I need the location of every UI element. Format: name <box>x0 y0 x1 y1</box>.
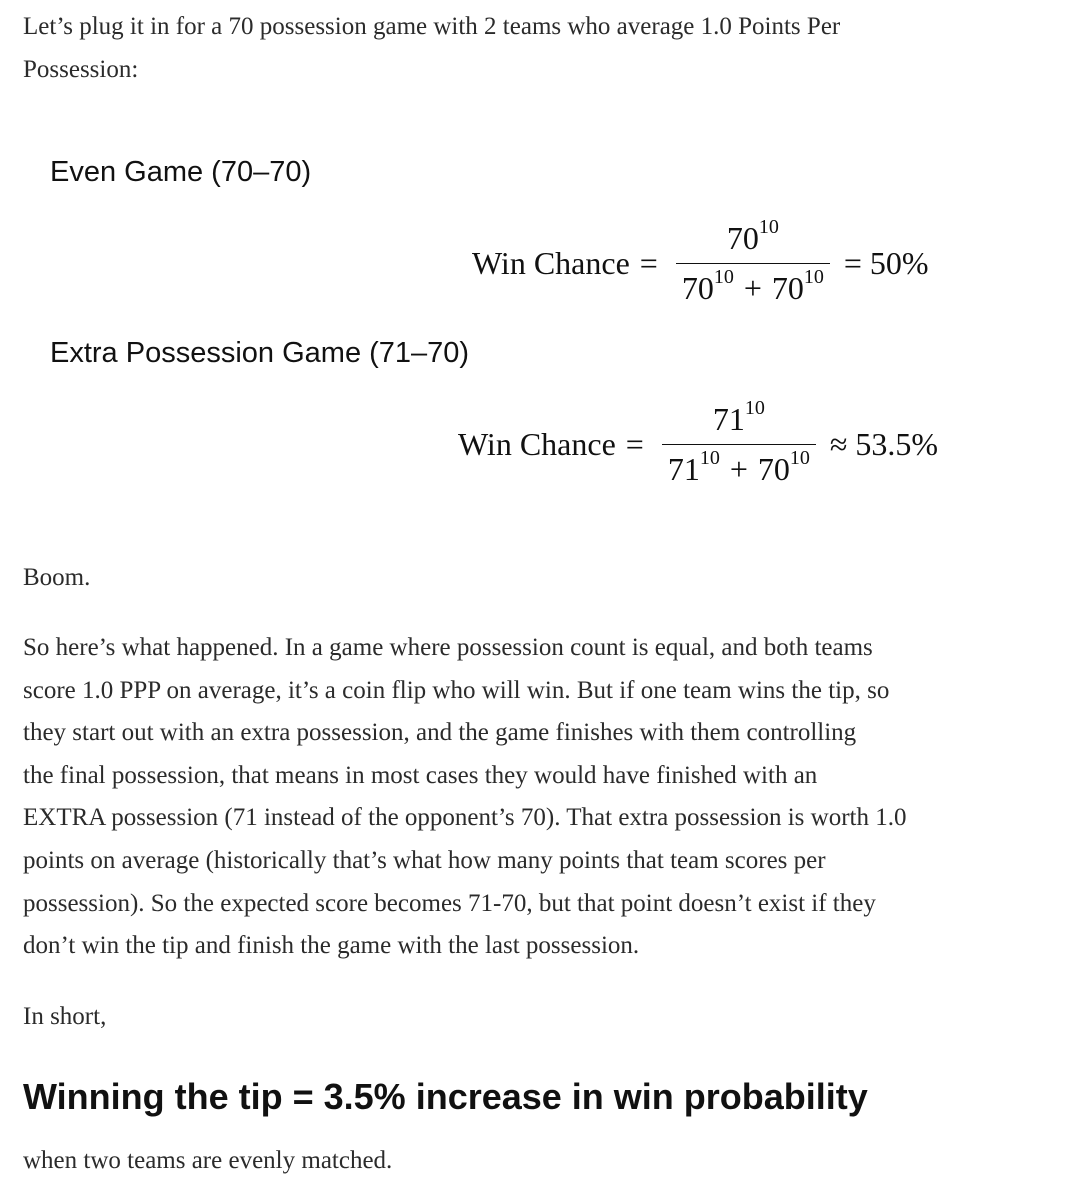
explanation-line: So here’s what happened. In a game where possession count is equal, and both teams <box>23 634 873 661</box>
conclusion-text: when two teams are evenly matched. <box>23 1147 393 1174</box>
explanation-line: don’t win the tip and finish the game with the last possession. <box>23 932 640 960</box>
boom-text: Boom. <box>23 564 91 591</box>
explanation-line: EXTRA possession (71 instead of the opponent’s 70). That extra possession is worth 1.0 <box>23 804 907 832</box>
intro-line-2: Possession: <box>23 55 139 83</box>
explanation-line: score 1.0 PPP on average, it’s a coin flip who will win. But if one team wins the tip, so <box>23 676 890 704</box>
intro-paragraph <box>23 6 1053 91</box>
extra-game-heading: Extra Possession Game (71–70) <box>50 337 470 369</box>
extra-game-equals: = <box>625 426 644 462</box>
even-game-result-relation: = <box>843 245 862 281</box>
even-game-equals: = <box>639 245 658 281</box>
even-game-result: 50% <box>869 245 929 281</box>
extra-game-result-relation: ≈ <box>829 426 848 462</box>
extra-game-fraction <box>662 397 816 488</box>
explanation-paragraph <box>23 627 1053 968</box>
extra-game-result: 53.5% <box>855 426 939 462</box>
conclusion-heading: Winning the tip = 3.5% increase in win probability <box>23 1076 868 1117</box>
even-game-lhs: Win Chance <box>472 245 630 281</box>
extra-game-numerator: $71^{10}$ <box>712 397 765 437</box>
explanation-line: points on average (historically that’s what how many points that team scores per <box>23 846 826 874</box>
explanation-line: the final possession, that means in most cases they would have finished with an <box>23 761 818 789</box>
even-game-numerator: $70^{10}$ <box>726 216 779 256</box>
even-game-equation <box>472 216 929 307</box>
in-short-text: In short, <box>23 1003 107 1030</box>
explanation-line: they start out with an extra possession, and the game finishes with them controlling <box>23 719 857 747</box>
extra-game-equation <box>458 397 939 488</box>
extra-game-lhs: Win Chance <box>458 426 616 462</box>
even-game-denominator: $70^{10} + 70^{10}$ <box>681 266 824 306</box>
even-game-fraction <box>676 216 830 307</box>
explanation-line: possession). So the expected score becomes 71-70, but that point doesn’t exist if they <box>23 889 876 917</box>
extra-game-denominator: $71^{10} + 70^{10}$ <box>667 447 810 487</box>
even-game-heading: Even Game (70–70) <box>50 156 312 188</box>
intro-line-1: Let’s plug it in for a 70 possession game with 2 teams who average 1.0 Points Per <box>23 13 841 40</box>
